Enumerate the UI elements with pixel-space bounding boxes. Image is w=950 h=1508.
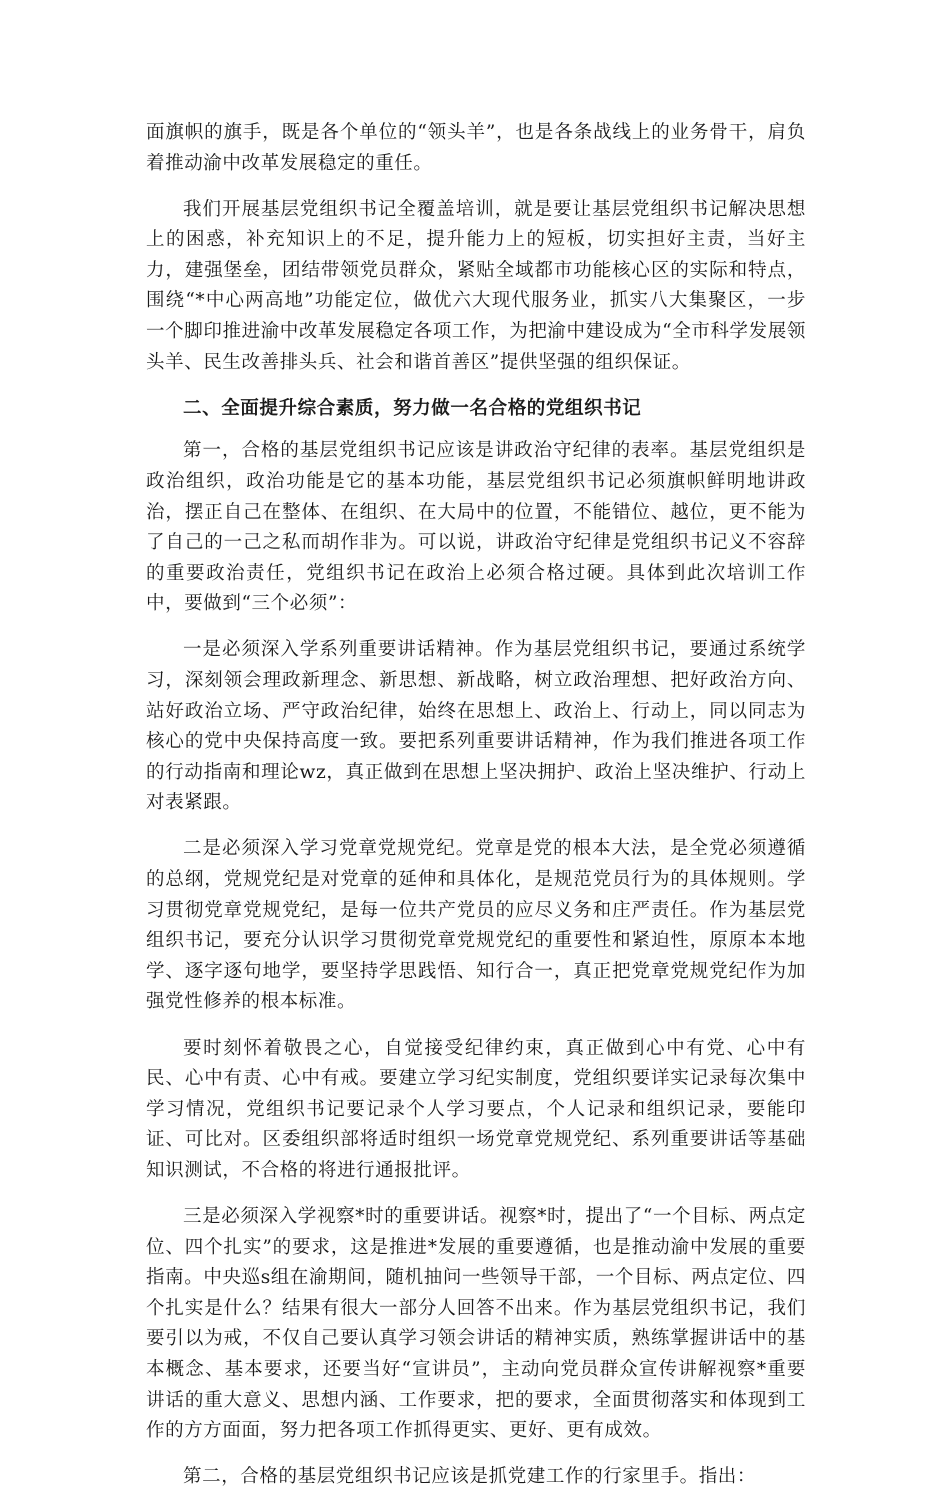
- document-page: [146, 118, 806, 1508]
- paragraph-discipline: 要时刻怀着敬畏之心，自觉接受纪律约束，真正做到心中有党、心中有民、心中有责、心中有戒。要建立学习纪实制度，党组织要详实记录每次集中学习情况，党组织书记要记录个人学习要点，个人记录和组织记录，要能印证、可比对。区委组织部将适时组织一场党章党规党纪、系列重要讲话等基础知识测试，不合格的将进行通报批评。: [146, 1037, 806, 1181]
- paragraph-must-three: 三是必须深入学视察*时的重要讲话。视察*时，提出了“一个目标、两点定位、四个扎实”的要求，这是推进*发展的重要遵循，也是推动渝中发展的重要指南。中央巡s组在渝期间，随机抽问一些领导干部，一个目标、两点定位、四个扎实是什么？结果有很大一部分人回答不出来。作为基层党组织书记，我们要引以为戒，不仅自己要认真学习领会讲话的精神实质，熟练掌握讲话中的基本概念、基本要求，还要当好“宣讲员”，主动向党员群众宣传讲解视察*重要讲话的重大意义、思想内涵、工作要求，把的要求，全面贯彻落实和体现到工作的方方面面，努力把各项工作抓得更实、更好、更有成效。: [146, 1206, 806, 1442]
- paragraph-must-two: 二是必须深入学习党章党规党纪。党章是党的根本大法，是全党必须遵循的总纲，党规党纪是对党章的延伸和具体化，是规范党员行为的具体规则。学习贯彻党章党规党纪，是每一位共产党员的应尽义务和庄严责任。作为基层党组织书记，要充分认识学习贯彻党章党规党纪的重要性和紧迫性，原原本本地学、逐字逐句地学，要坚持学思践悟、知行合一，真正把党章党规党纪作为加强党性修养的根本标准。: [146, 838, 806, 1013]
- section-heading-2: 二、全面提升综合素质，努力做一名合格的党组织书记: [183, 397, 642, 419]
- paragraph-must-one: 一是必须深入学系列重要讲话精神。作为基层党组织书记，要通过系统学习，深刻领会理政新理念、新思想、新战略，树立政治理想、把好政治方向、站好政治立场、严守政治纪律，始终在思想上、政治上、行动上，同以同志为核心的党中央保持高度一致。要把系列重要讲话精神，作为我们推进各项工作的行动指南和理论wz，真正做到在思想上坚决拥护、政治上坚决维护、行动上对表紧跟。: [146, 639, 806, 814]
- paragraph-training-purpose: 我们开展基层党组织书记全覆盖培训，就是要让基层党组织书记解决思想上的困惑，补充知识上的不足，提升能力上的短板，切实担好主责，当好主力，建强堡垒，团结带领党员群众，紧贴全域都市功能核心区的实际和特点，围绕“*中心两高地”功能定位，做优六大现代服务业，抓实八大集聚区，一步一个脚印推进渝中改革发展稳定各项工作，为把渝中建设成为“全市科学发展领头羊、民生改善排头兵、社会和谐首善区”提供坚强的组织保证。: [146, 198, 806, 373]
- paragraph-second-point: 第二，合格的基层党组织书记应该是抓党建工作的行家里手。指出：: [183, 1466, 757, 1488]
- paragraph-first-point: 第一，合格的基层党组织书记应该是讲政治守纪律的表率。基层党组织是政治组织，政治功能是它的基本功能，基层党组织书记必须旗帜鲜明地讲政治，摆正自己在整体、在组织、在大局中的位置，不能错位、越位，更不能为了自己的一己之私而胡作非为。可以说，讲政治守纪律是党组织书记义不容辞的重要政治责任，党组织书记在政治上必须合格过硬。具体到此次培训工作中，要做到“三个必须”：: [146, 440, 806, 615]
- paragraph-continuation: 面旗帜的旗手，既是各个单位的“领头羊”，也是各条战线上的业务骨干，肩负着推动渝中改革发展稳定的重任。: [146, 122, 806, 174]
